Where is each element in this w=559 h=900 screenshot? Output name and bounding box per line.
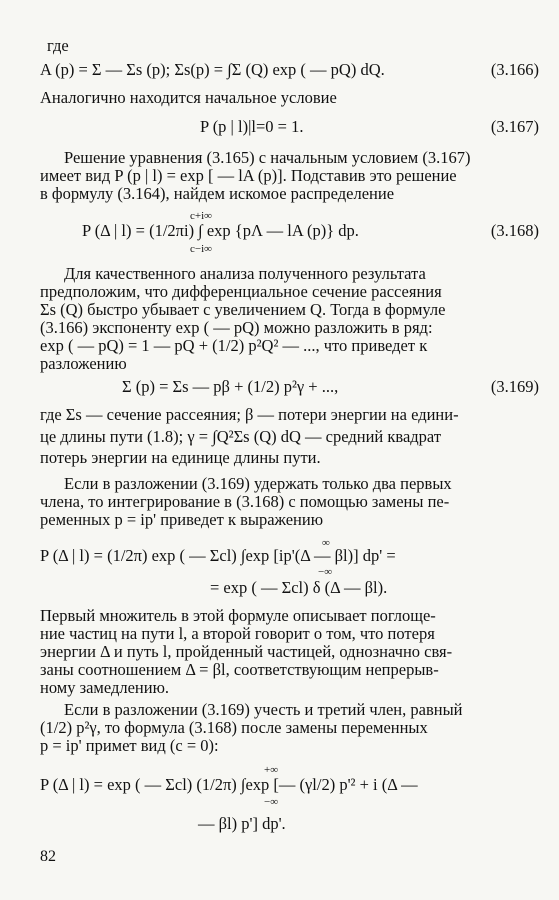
text-line: где Σs — сечение рассеяния; β — потери энергии на едини- [40, 405, 459, 424]
text-line: потерь энергии на единице длины пути. [40, 448, 321, 467]
equation-line: P (Δ | l) = (1/2πi) ∫ exp {pΛ — lA (p)} dp. [82, 221, 359, 240]
text-line: в формулу (3.164), найдем искомое распределение [40, 184, 395, 203]
equation-line: — βl) p'] dp'. [198, 814, 286, 833]
equation-line: P (p | l)|l=0 = 1. [200, 117, 304, 136]
text-line: ному замедлению. [40, 678, 170, 697]
equation-number: (3.168) [490, 221, 539, 240]
text-line: ние частиц на пути l, а второй говорит о том, что потеря [40, 624, 435, 643]
equation-number: (3.169) [490, 377, 539, 396]
equation-line: Σ (p) = Σs — pβ + (1/2) p²γ + ..., [122, 377, 339, 396]
page-number: 82 [40, 848, 56, 865]
integral-lower-limit: c−i∞ [190, 243, 212, 255]
text-line: ременных p = ip' приведет к выражению [40, 510, 324, 529]
text-line: где [47, 36, 69, 55]
text-line: предположим, что дифференциальное сечение рассеяния [40, 282, 442, 301]
text-line: Аналогично находится начальное условие [40, 88, 337, 107]
text-line: члена, то интегрирование в (3.168) с помощью замены пе- [40, 492, 450, 511]
integral-lower-limit: −∞ [264, 796, 279, 808]
text-line: имеет вид P (p | l) = exp [ — lA (p)]. Подставив это решение [40, 166, 457, 185]
equation-number: (3.166) [490, 60, 539, 79]
text-line: энергии Δ и путь l, пройденный частицей, однозначно свя- [40, 642, 453, 661]
text-line: p = ip' примет вид (c = 0): [40, 736, 219, 755]
integral-upper-limit: +∞ [264, 764, 279, 776]
equation-line: P (Δ | l) = exp ( — Σcl) (1/2π) ∫exp [— (γl/2) p'² + i (Δ — [40, 775, 418, 794]
text-line: exp ( — pQ) = 1 — pQ + (1/2) p²Q² — ..., что приведет к [40, 336, 428, 355]
text-line: Для качественного анализа полученного результата [64, 264, 426, 283]
text-line: Если в разложении (3.169) удержать только два первых [64, 474, 452, 493]
equation-number: (3.167) [490, 117, 539, 136]
equation-line: P (Δ | l) = (1/2π) exp ( — Σcl) ∫exp [ip'(Δ — βl)] dp' = [40, 546, 396, 565]
integral-lower-limit: −∞ [318, 566, 333, 578]
equation-line: A (p) = Σ — Σs (p); Σs(p) = ∫Σ (Q) exp ( — pQ) dQ. [40, 60, 385, 79]
text-line: це длины пути (1.8); γ = ∫Q²Σs (Q) dQ — средний квадрат [40, 427, 442, 446]
text-line: (1/2) p²γ, то формула (3.168) после замены переменных [40, 718, 428, 737]
text-line: Если в разложении (3.169) учесть и третий член, равный [64, 700, 463, 719]
text-line: заны соотношением Δ = βl, соответствующим непрерыв- [40, 660, 439, 679]
text-line: Σs (Q) быстро убывает с увеличением Q. Тогда в формуле [40, 300, 446, 319]
integral-upper-limit: ∞ [322, 537, 330, 549]
text-line: разложению [40, 354, 127, 373]
text-line: Решение уравнения (3.165) с начальным условием (3.167) [64, 148, 471, 167]
equation-line: = exp ( — Σcl) δ (Δ — βl). [210, 578, 388, 597]
integral-upper-limit: c+i∞ [190, 210, 212, 222]
text-line: Первый множитель в этой формуле описывает поглоще- [40, 606, 436, 625]
text-line: (3.166) экспоненту exp ( — pQ) можно разложить в ряд: [40, 318, 433, 337]
